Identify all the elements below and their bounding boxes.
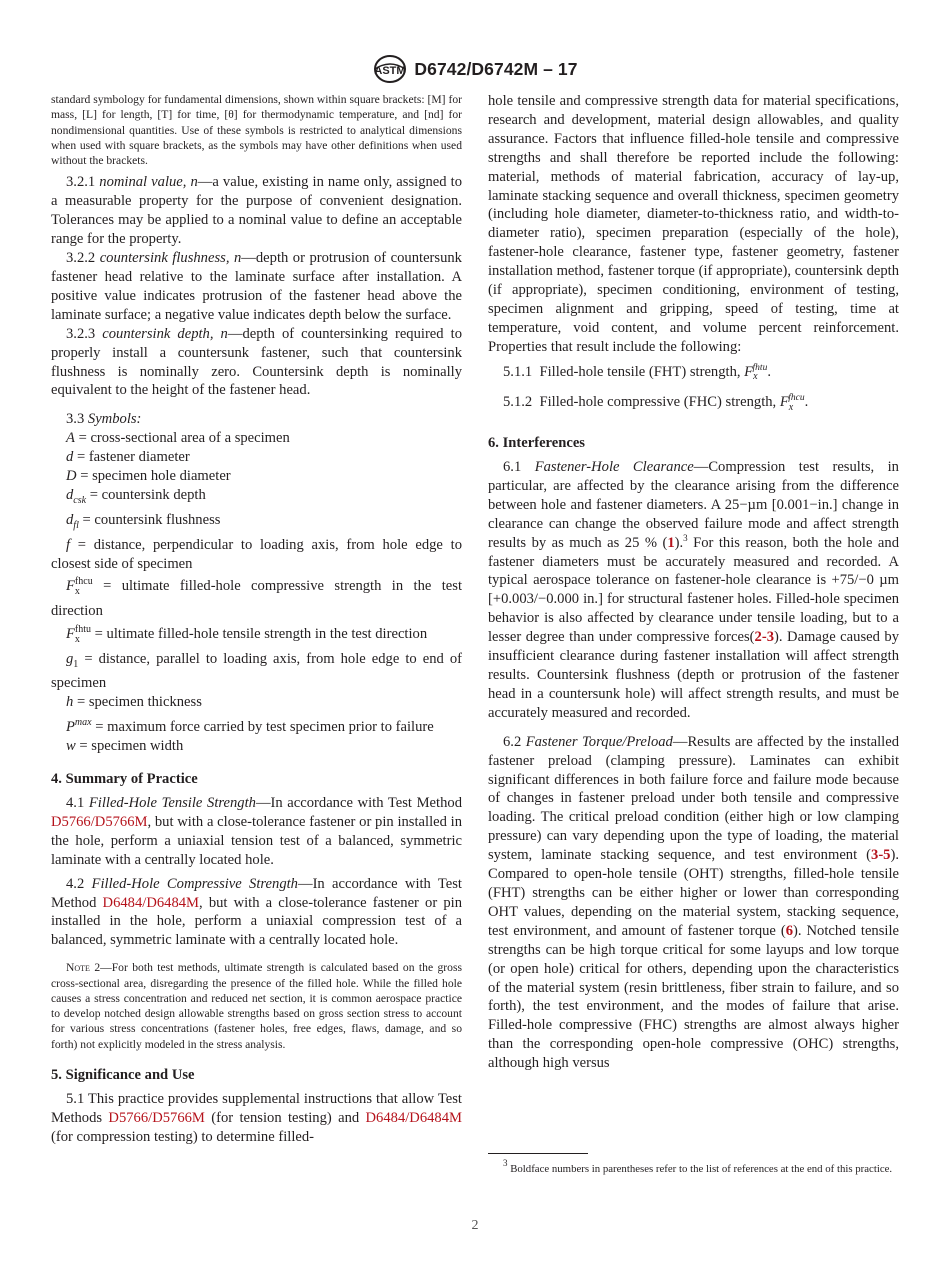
definition-3-2-1: 3.2.1 nominal value, n—a value, existing in name only, assigned to a measurable property for the purpose of convenient designation. Tolerances may be applied to a nominal value to define an acceptable range for the property. <box>51 174 462 248</box>
symbol-item: $F_x^{fhtu}$ = ultimate filled-hole tensile strength in the test direction <box>66 624 428 645</box>
section-heading-5: 5. Significance and Use <box>51 1067 195 1083</box>
reference-link-1[interactable]: 1 <box>667 534 675 551</box>
term: countersink flushness, n <box>99 250 242 267</box>
reference-link-6[interactable]: 6 <box>785 922 794 939</box>
symbol-item: $P^{max}$ = maximum force carried by test specimen prior to failure <box>66 717 434 736</box>
svg-text:ASTM: ASTM <box>374 65 406 77</box>
footnote-divider <box>488 1153 588 1154</box>
reference-link-2-3[interactable]: 2-3 <box>754 629 775 646</box>
paragraph-4-1: 4.1 Filled-Hole Tensile Strength—In accordance with Test Method D5766/D5766M, but with a close-tolerance fastener or pin installed in the hole, perform a uniaxial tension test of a balanced, symmetric laminate with a centrally located hole. <box>51 794 462 868</box>
link-d5766[interactable]: D5766/D5766M <box>108 1109 205 1126</box>
term: countersink depth, n <box>102 325 228 342</box>
paragraph-5-1-1: 5.1.1 Filled-hole tensile (FHT) strength, $F_x^{fhtu}$. <box>503 362 771 383</box>
paragraph-6-2: 6.2 Fastener Torque/Preload—Results are affected by the installed fastener preload (clamping pressure). Laminates can exhibit significant differences in both failure force and failure mode because of changes in fastener preload under both tensile and compressive loading. The critical preload condition (either high or low clamping pressure) can vary depending upon the type of loading, the material system, laminate stacking sequence, and test environment (3-5). Compared to open-hole tensile (OHT) strengths, filled-hole tensile (FHT) strengths can be either higher or lower than corresponding OHT values, depending on the material system, stacking sequence, test environment, and amount of fastener torque (6). Notched tensile strengths can be high torque critical for some layups and low torque (or open hole) critical for others, depending upon the characteristics of the material system (resin brittleness, fiber strain to failure, and so forth), the test environment, and the modes of failure that arise. Filled-hole compressive (FHC) strengths are almost always higher than the corresponding open-hole compressive (OHC) strengths, although high versus <box>488 733 900 1072</box>
section-heading-4: 4. Summary of Practice <box>51 770 198 787</box>
intro-paragraph: standard symbology for fundamental dimensions, shown within square brackets: [M] for mass, [L] for length, [T] for time, [θ] for thermodynamic temperature, and [nd] for nondimensional quantities. Use of these symbols is restricted to analytical dimensions when used with square brackets, as the symbols may have other definitions when used without the brackets. <box>51 93 462 168</box>
symbols-list <box>51 429 462 756</box>
link-d6484[interactable]: D6484/D6484M <box>102 894 200 911</box>
right-column <box>488 92 899 1073</box>
astm-logo-icon <box>372 53 408 85</box>
link-d6484[interactable]: D6484/D6484M <box>365 1109 462 1126</box>
symbol-item: w = specimen width <box>66 738 184 755</box>
symbol-item: A = cross-sectional area of a specimen <box>66 430 290 447</box>
definition-3-2-3: 3.2.3 countersink depth, n—depth of countersinking required to properly install a countersunk fastener, such that countersink flushness is nominally zero. Countersink depth is nominally equivalent to the height of the fastener head. <box>51 325 462 399</box>
symbol-item: $F_x^{fhcu}$ = ultimate filled-hole compressive strength in the test direction <box>51 576 462 620</box>
symbol-item: d = fastener diameter <box>66 449 190 466</box>
term: nominal value, n <box>99 174 198 191</box>
footnote-marker[interactable]: 3 <box>683 532 688 543</box>
paragraph-4-2: 4.2 Filled-Hole Compressive Strength—In accordance with Test Method D6484/D6484M, but with a close-tolerance fastener or pin installed in the hole, perform a uniaxial compression test of a balanced, symmetric laminate with a centrally located hole. <box>51 875 462 949</box>
symbols-heading: 3.3 Symbols: <box>66 411 142 428</box>
symbol-item: $d_{csk}$ = countersink depth <box>66 486 206 506</box>
document-designation: D6742/D6742M – 17 <box>414 58 578 79</box>
paragraph-5-1-continued: hole tensile and compressive strength data for material specifications, research and development, material design allowables, and quality assurance. Factors that influence filled-hole tensile and compressive strengths and shall therefore be reported include the following: material, methods of material fabrication, accuracy of lay-up, laminate stacking sequence and overall thickness, specimen geometry (including hole diameter, diameter-to-thickness ratio, and width-to-diameter ratio), specimen preparation (especially of the hole), fastener-hole clearance, fastener type, fastener geometry, fastener installation method, fastener torque (if appropriate), countersink depth (if appropriate), specimen conditioning, environment of testing, specimen alignment and gripping, speed of testing, time at temperature, void content, and volume percent reinforcement. Properties that result include the following: <box>488 93 899 355</box>
symbol-item: $d_{fl}$ = countersink flushness <box>66 511 221 531</box>
reference-link-3-5[interactable]: 3-5 <box>871 847 891 864</box>
definition-3-2-2: 3.2.2 countersink flushness, n—depth or protrusion of countersunk fastener head relative to the laminate surface after installation. A positive value indicates protrusion of the fastener head above the laminate surface; a negative value indicates depth below the surface. <box>51 250 462 323</box>
page-header <box>0 52 950 86</box>
paragraph-5-1: 5.1 This practice provides supplemental instructions that allow Test Methods D5766/D5766M (for tension testing) and D6484/D6484M (for compression testing) to determine filled- <box>51 1091 462 1145</box>
link-d5766[interactable]: D5766/D5766M <box>51 813 148 830</box>
left-column <box>51 92 462 1147</box>
paragraph-6-1: 6.1 Fastener-Hole Clearance—Compression test results, in particular, are affected by the clearance arising from the difference between hole and fastener diameters. A 25−µm [0.001−in.] change in clearance can change the observed failure mode and affect strength results by as much as 25 % (1).$^3$ For this reason, both the hole and fastener diameters must be accurately measured and recorded. A typical aerospace tolerance on fastener-hole clearance is +75/−0 µm [+0.003/−0.000 in.] for structural fastener holes. Filled-hole specimen behavior is also affected by clearance under tensile loading, but to a lesser degree than under compressive forces(2-3). Damage caused by insufficient clearance during fastener installation will affect strength results. Countersink flushness (depth or protrusion of the fastener head in a countersunk hole) will affect strength results, and must be accurately measured and recorded. <box>488 459 900 721</box>
section-heading-6: 6. Interferences <box>488 435 585 452</box>
symbol-item: h = specimen thickness <box>66 694 202 711</box>
note-2: Note 2—For both test methods, ultimate strength is calculated based on the gross cross-sectional area, disregarding the presence of the filled hole. While the filled hole causes a stress concentration and reduced net section, it is common aerospace practice to develop notched design allowable strengths based on gross section stress to account for various stress concentrations (fastener holes, free edges, flaws, damage, and so forth) not explicitly modeled in the stress analysis. <box>51 961 462 1051</box>
symbol-item: f = distance, perpendicular to loading axis, from hole edge to closest side of specimen <box>51 536 462 572</box>
page-number: 2 <box>471 1218 479 1233</box>
paragraph-5-1-2: 5.1.2 Filled-hole compressive (FHC) strength, $F_x^{fhcu}$. <box>503 393 809 414</box>
footnote-3: $^3$ Boldface numbers in parentheses refer to the list of references at the end of this practice. <box>503 1158 893 1175</box>
symbol-item: $g_1$ = distance, parallel to loading axis, from hole edge to end of specimen <box>51 650 462 692</box>
symbol-item: D = specimen hole diameter <box>66 468 231 485</box>
